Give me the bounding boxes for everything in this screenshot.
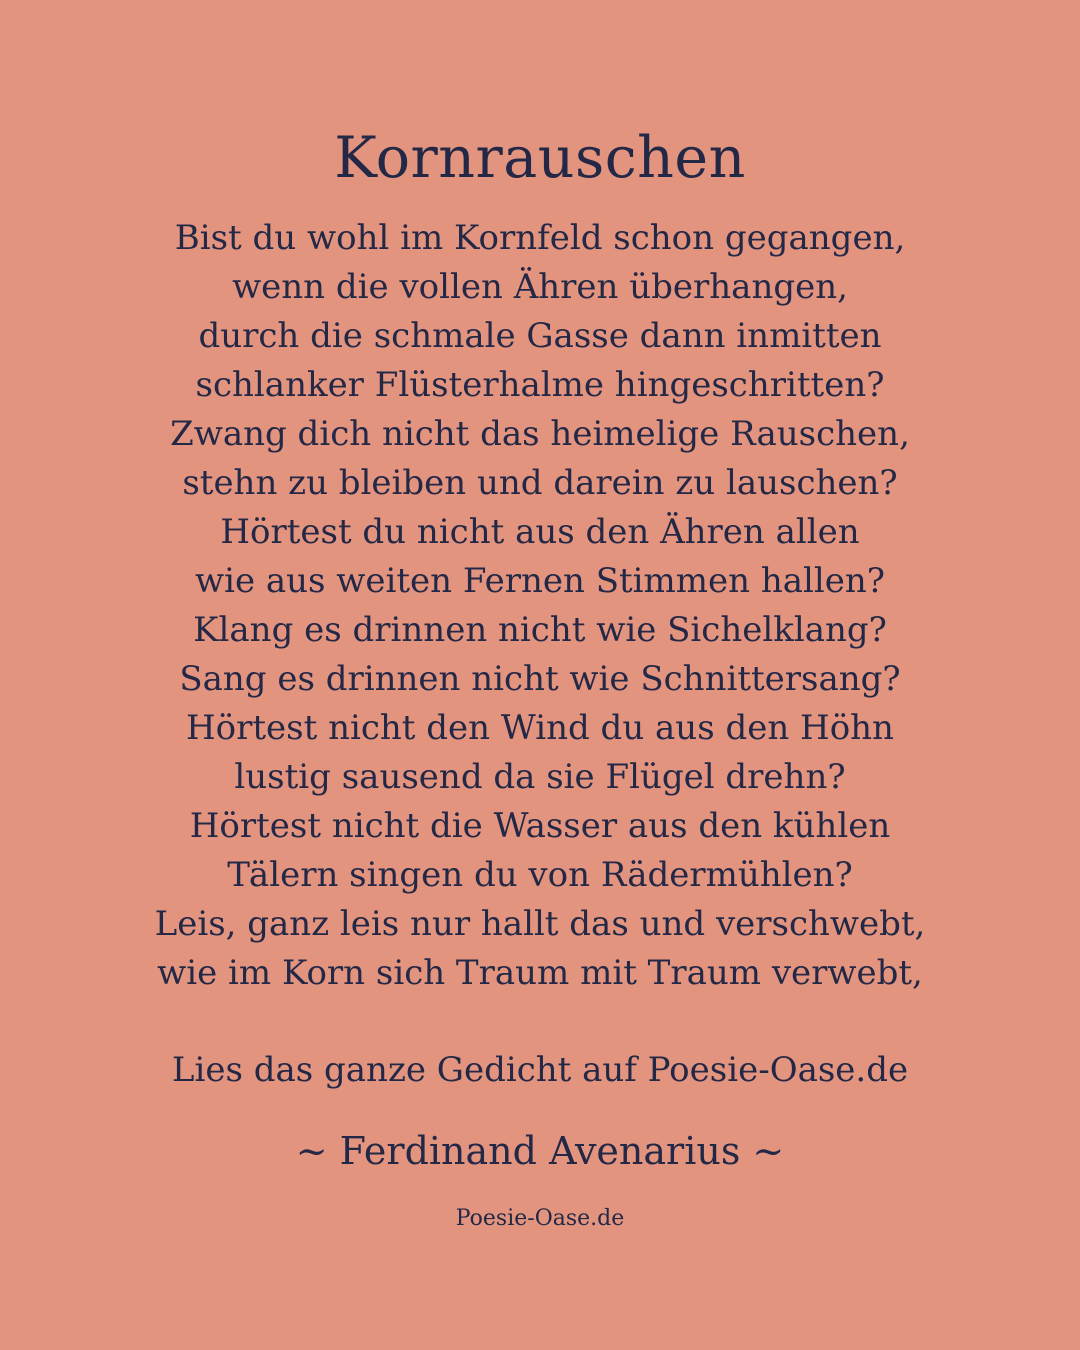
poem-title: Kornrauschen [334, 125, 746, 191]
poem-line: Tälern singen du von Rädermühlen? [227, 855, 853, 895]
poem-line: lustig sausend da sie Flügel drehn? [234, 757, 846, 797]
poem-line: durch die schmale Gasse dann inmitten [198, 316, 882, 356]
poem-line: Sang es drinnen nicht wie Schnittersang? [179, 659, 901, 699]
poem-line: wenn die vollen Ähren überhangen, [232, 267, 848, 307]
read-full-poem-text: Lies das ganze Gedicht auf Poesie-Oase.de [171, 1050, 909, 1090]
poem-line: Hörtest nicht den Wind du aus den Höhn [186, 708, 894, 748]
poem-line: schlanker Flüsterhalme hingeschritten? [195, 365, 885, 405]
poem-line: Leis, ganz leis nur hallt das und verschwebt, [154, 904, 926, 944]
site-credit: Poesie-Oase.de [455, 1206, 625, 1231]
poem-line: Klang es drinnen nicht wie Sichelklang? [193, 610, 887, 650]
poem-line: Zwang dich nicht das heimelige Rauschen, [170, 414, 910, 454]
author-name: ~ Ferdinand Avenarius ~ [295, 1129, 785, 1173]
poem-line: wie aus weiten Fernen Stimmen hallen? [194, 561, 886, 601]
poem-line: wie im Korn sich Traum mit Traum verwebt, [157, 953, 923, 993]
poem-line: stehn zu bleiben und darein zu lauschen? [182, 463, 898, 503]
poem-line: Hörtest du nicht aus den Ähren allen [220, 512, 860, 552]
poem-line: Hörtest nicht die Wasser aus den kühlen [189, 806, 891, 846]
poem-line: Bist du wohl im Kornfeld schon gegangen, [174, 218, 906, 258]
poem-body [0, 214, 1080, 998]
